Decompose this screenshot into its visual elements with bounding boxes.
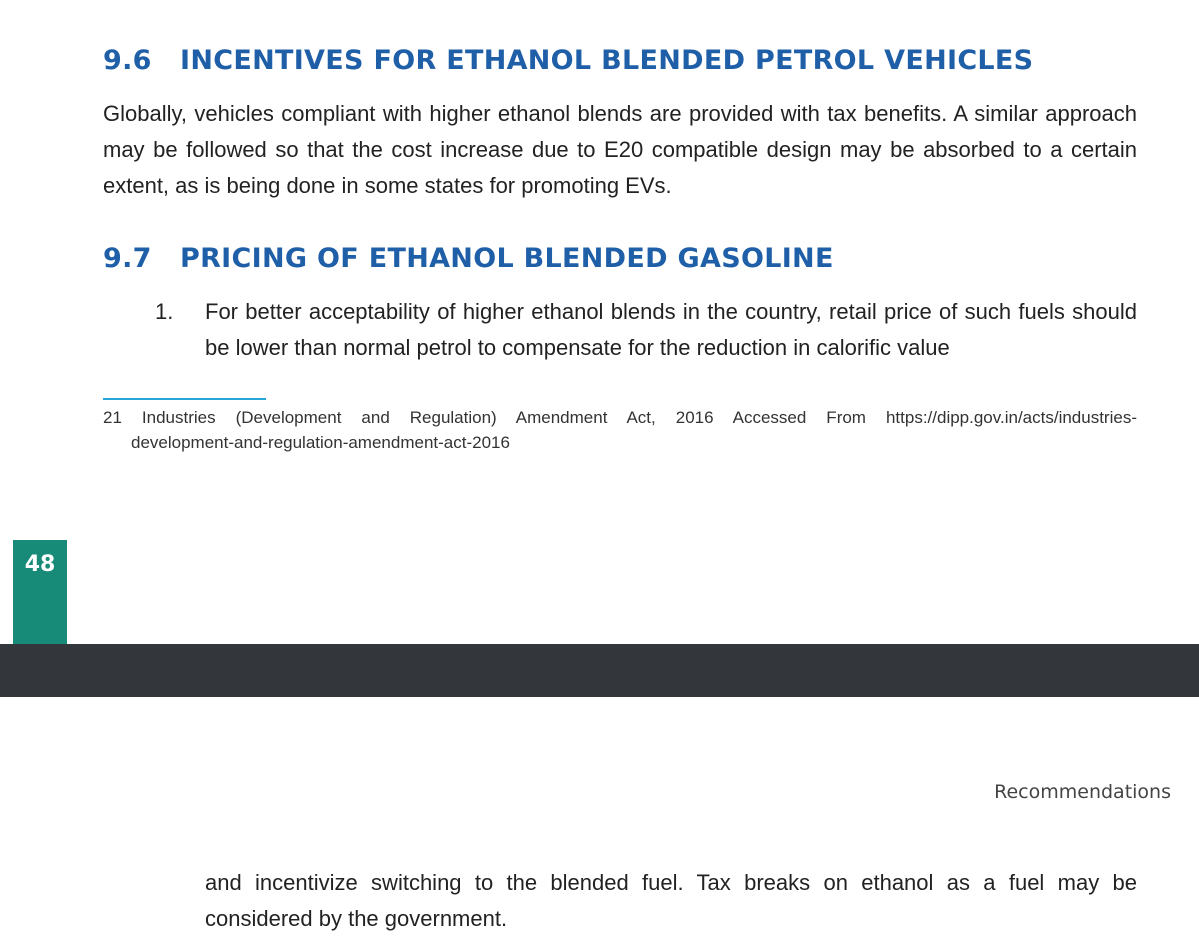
continuation-paragraph: and incentivize switching to the blended fuel. Tax breaks on ethanol as a fuel may be considered by the government.: [205, 870, 1137, 931]
section-heading-9-7: [103, 243, 834, 274]
footnote: [103, 405, 1137, 455]
section-number: 9.7: [103, 243, 152, 274]
running-header: Recommendations: [994, 781, 1171, 803]
section-title: INCENTIVES FOR ETHANOL BLENDED PETROL VEHICLES: [180, 45, 1034, 76]
cut-off-text-fragment: [600, 0, 840, 6]
list-item-text: For better acceptability of higher ethanol blends in the country, retail price of such fuels should be lower than normal petrol to compensate for the reduction in calorific value: [205, 299, 1137, 360]
section-number: 9.6: [103, 45, 152, 76]
section-9-6-paragraph: Globally, vehicles compliant with higher ethanol blends are provided with tax benefits. A similar approach may be followed so that the cost increase due to E20 compatible design may be absorbed to a certain extent, as is being done in some states for promoting EVs.: [103, 101, 1137, 198]
footnote-line-1: 21 Industries (Development and Regulation) Amendment Act, 2016 Accessed From https://dipp.gov.in/acts/industries-: [103, 408, 1137, 427]
list-item-number: 1.: [155, 299, 174, 324]
page-number: 48: [24, 552, 56, 577]
page-break-band: [0, 644, 1199, 697]
footnote-line-2: development-and-regulation-amendment-act-2016: [131, 433, 510, 452]
footnote-divider: [103, 398, 266, 400]
section-heading-9-6: [103, 45, 1033, 76]
page-number-tab: [13, 540, 67, 644]
section-title: PRICING OF ETHANOL BLENDED GASOLINE: [180, 243, 834, 274]
